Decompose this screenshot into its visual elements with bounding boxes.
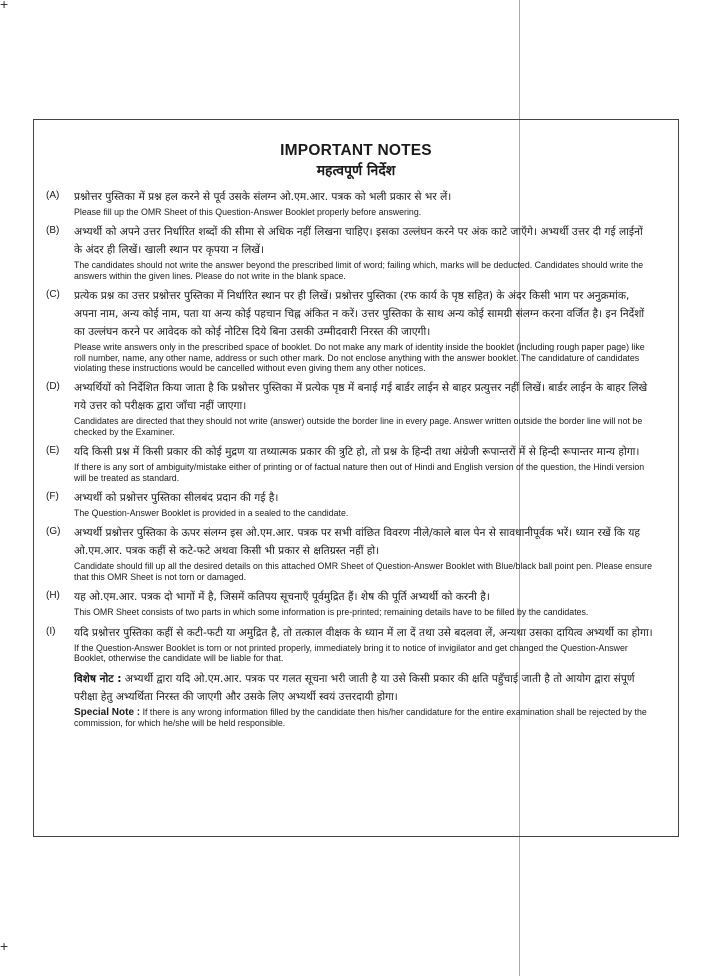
note-english-text: Candidates are directed that they should not write (answer) outside the border line in every page. Answer written outside the border line will not be checked by the Examiner. <box>74 416 643 437</box>
special-note-hindi-text: अभ्यर्थी द्वारा यदि ओ.एम.आर. पत्रक पर गलत सूचना भरी जाती है या उसे किसी प्रकार की क्षति पहुँचाई जाती है तो आयोग द्वारा संपूर्ण परीक्षा हेतु अभ्यर्थिता निरस्त की जाएगी और उसके लिए अभ्यर्थी स्वयं उत्तरदायी होगा। <box>74 672 635 703</box>
note-c <box>46 287 654 373</box>
note-hindi-text: अभ्यर्थी प्रश्नोत्तर पुस्तिका के ऊपर संलग्न इस ओ.एम.आर. पत्रक पर सभी वांछित विवरण नीले/काले बाल पेन से सावधानीपूर्वक भरें। ध्यान रखें कि यह ओ.एम.आर. पत्रक कहीं से कटे-फटे अथवा किसी भी प्रकार से क्षतिग्रस्त नहीं हो। <box>74 527 641 558</box>
note-hindi-text: प्रत्येक प्रश्न का उत्तर प्रश्नोत्तर पुस्तिका में निर्धारित स्थान पर ही लिखें। प्रश्नोत्तर पुस्तिका (रफ कार्य के पृष्ठ सहित) के अंदर किसी भाग पर अनुक्रमांक, अपना नाम, अन्य कोई नाम, पता या अन्य कोई पहचान चिह्न अंकित न करें। उत्तर पुस्तिका के साथ अन्य कोई सामग्री संलग्न करना वर्जित है। इन निर्देशों का उल्लंघन करने पर आवेदक को कोई नोटिस दिये बिना उसकी उम्मीदवारी निरस्त की जाएगी। <box>74 290 645 339</box>
special-note-english-text: If there is any wrong information filled by the candidate then his/her candidature for the entire examination shall be rejected by the commission, for which he/she will be held responsible. <box>74 706 647 728</box>
note-i <box>46 624 654 664</box>
note-label: (B) <box>46 225 60 237</box>
note-label: (G) <box>46 526 61 538</box>
note-label: (E) <box>46 445 60 457</box>
note-hindi-text: अभ्यर्थी को प्रश्नोत्तर पुस्तिका सीलबंद प्रदान की गई है। <box>74 492 279 505</box>
note-label: (F) <box>46 491 59 503</box>
special-note-english-label: Special Note : <box>74 706 141 718</box>
note-english-text: This OMR Sheet consists of two parts in which some information is pre-printed; remaining details have to be filled by the candidates. <box>74 607 589 618</box>
note-label: (H) <box>46 590 60 602</box>
important-notes-box <box>33 119 679 837</box>
special-note-english <box>74 707 654 729</box>
note-english-text: The Question-Answer Booklet is provided in a sealed to the candidate. <box>74 508 349 519</box>
note-english-text: If the Question-Answer Booklet is torn or not printed properly, immediately bring it to notice of invigilator and get changed the Question-Answer Booklet, otherwise the candidate will be liable for that. <box>74 642 628 664</box>
note-label: (C) <box>46 289 60 301</box>
note-label: (D) <box>46 381 60 393</box>
note-english-text: If there is any sort of ambiguity/mistake either of printing or of factual nature then out of Hindi and English version of the question, the Hindi version will be treated as standard. <box>74 462 645 483</box>
note-d <box>46 379 654 437</box>
note-f <box>46 489 654 518</box>
note-hindi-text: अभ्यर्थियों को निर्देशित किया जाता है कि प्रश्नोत्तर पुस्तिका में प्रत्येक पृष्ठ में बनाई गई बार्डर लाईन से बाहर प्रत्युत्तर नहीं लिखें। बार्डर लाईन के बाहर लिखे गये उत्तर को परीक्षक द्वारा जाँचा नहीं जाएगा। <box>74 382 648 413</box>
title-block <box>34 142 678 180</box>
special-note <box>74 670 654 729</box>
title-hindi: महत्वपूर्ण निर्देश <box>316 163 396 179</box>
note-a <box>46 188 654 217</box>
note-english-text: Please write answers only in the prescribed space of booklet. Do not make any mark of identity inside the booklet (including rough paper page) like roll number, name, any other name, address or such other mark. Do not enclose anything with the answer booklet. The candidature of candidates violating these instructions would be cancelled without even giving them any other notices. <box>74 342 645 374</box>
note-b <box>46 223 654 281</box>
note-hindi-text: यह ओ.एम.आर. पत्रक दो भागों में है, जिसमें कतिपय सूचनाएँ पूर्वमुद्रित हैं। शेष की पूर्ति अभ्यर्थी को करनी है। <box>74 591 490 604</box>
note-english-text: Please fill up the OMR Sheet of this Question-Answer Booklet properly before answering. <box>74 207 422 217</box>
note-h <box>46 588 654 617</box>
special-note-hindi-label: विशेष नोट : <box>74 672 122 685</box>
registration-mark-top-left: + <box>0 0 9 12</box>
note-hindi-text: यदि प्रश्नोत्तर पुस्तिका कहीं से कटी-फटी या अमुद्रित है, तो तत्काल वीक्षक के ध्यान में ला दें तथा उसे बदलवा लें, अन्यथा उसका दायित्व अभ्यर्थी का होगा। <box>74 626 653 639</box>
note-hindi-text: यदि किसी प्रश्न में किसी प्रकार की कोई मुद्रण या तथ्यात्मक प्रकार की त्रुटि हो, तो प्रश्न के हिन्दी तथा अंग्रेजी रूपान्तरों में से हिन्दी रूपान्तर मान्य होगा। <box>74 446 640 459</box>
note-label: (A) <box>46 190 60 201</box>
title-english: IMPORTANT NOTES <box>280 142 432 159</box>
note-hindi-text: अभ्यर्थी को अपने उत्तर निर्धारित शब्दों की सीमा से अधिक नहीं लिखना चाहिए। इसका उल्लंघन करने पर अंक काटे जाएँगे। अभ्यर्थी उत्तर दी गई लाईनों के अंदर ही लिखें। खाली स्थान पर कृपया न लिखें। <box>74 226 643 257</box>
note-hindi-text: प्रश्नोत्तर पुस्तिका में प्रश्न हल करने से पूर्व उसके संलग्न ओ.एम.आर. पत्रक को भली प्रकार से भर लें। <box>74 191 452 203</box>
registration-mark-bottom-left: + <box>0 938 9 954</box>
note-g <box>46 524 654 582</box>
note-english-text: The candidates should not write the answer beyond the prescribed limit of word; failing which, marks will be deducted. Candidates should write the answers within the given lines. Please do not write in the blank space. <box>74 260 644 281</box>
special-note-hindi <box>74 670 654 706</box>
note-e <box>46 443 654 483</box>
note-english-text: Candidate should fill up all the desired details on this attached OMR Sheet of Question-Answer Booklet with Blue/black ball point pen. Please ensure that this OMR Sheet is not torn or damaged. <box>74 561 653 582</box>
notes-list <box>46 188 654 728</box>
note-label: (I) <box>46 625 56 637</box>
